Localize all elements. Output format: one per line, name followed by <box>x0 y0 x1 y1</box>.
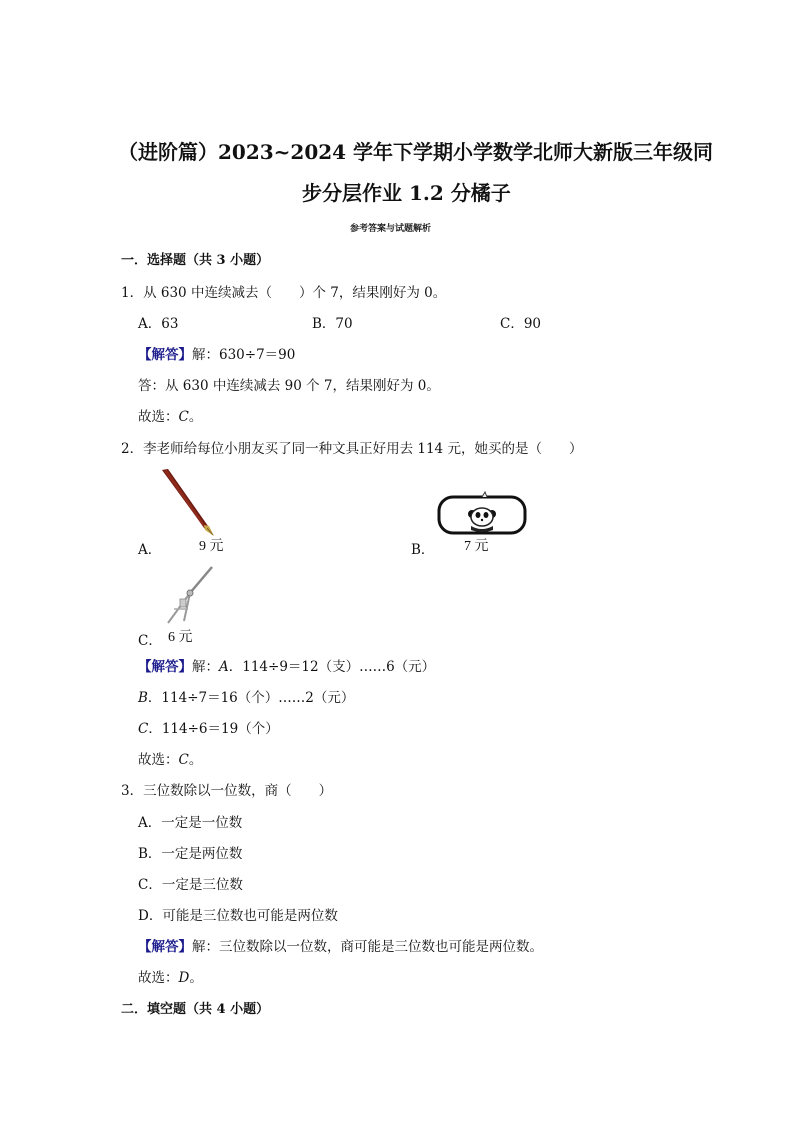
answer-text: 解：630÷7＝90 <box>192 347 296 363</box>
question-2-option-c-label: C． <box>138 633 162 649</box>
question-3-option-d: D．可能是三位数也可能是两位数 <box>138 908 338 924</box>
question-2-option-b-price: 7 元 <box>464 539 489 554</box>
doc-title-line2: 步分层作业 1.2 分橘子 <box>302 181 511 205</box>
answer-text: 解：三位数除以一位数，商可能是三位数也可能是两位数。 <box>192 939 543 955</box>
question-1-option-c: C．90 <box>500 316 542 332</box>
answer-tag: 【解答】 <box>138 939 192 955</box>
question-2-choice: 故选：C。 <box>138 752 203 768</box>
doc-subtitle: 参考答案与试题解析 <box>350 224 432 234</box>
question-2-option-a-price: 9 元 <box>199 539 224 554</box>
section-heading-2: 二．填空题（共 4 小题） <box>121 1002 270 1017</box>
question-3-option-c: C．一定是三位数 <box>138 877 243 893</box>
question-3-choice: 故选：D。 <box>138 970 203 986</box>
question-2-option-c-price: 6 元 <box>168 630 193 645</box>
answer-tag: 【解答】 <box>138 659 192 675</box>
choice-letter: D <box>178 970 190 986</box>
doc-title-line1: （进阶篇）2023~2024 学年下学期小学数学北师大新版三年级同 <box>118 140 714 164</box>
question-2-option-a-label: A． <box>138 542 162 558</box>
question-1-answer <box>138 343 295 363</box>
question-3-option-b: B．一定是两位数 <box>138 846 243 862</box>
question-1-answer-line2: 答：从 630 中连续减去 90 个 7，结果刚好为 0。 <box>138 378 440 394</box>
question-2-answer: 【解答】解：A．114÷9＝12（支）……6（元） <box>138 659 436 675</box>
question-1-stem: 1．从 630 中连续减去（ ）个 7，结果刚好为 0。 <box>121 285 447 301</box>
question-3-option-a: A．一定是一位数 <box>138 815 243 831</box>
choice-letter: C <box>178 409 189 425</box>
question-1-option-a: A．63 <box>138 316 179 332</box>
fountain-pen-icon <box>158 468 218 538</box>
question-2-answer-b: B．114÷7＝16（个）……2（元） <box>138 690 355 706</box>
question-2-answer-c: C．114÷6＝19（个） <box>138 721 279 737</box>
section-heading: 一．选择题（共 3 小题） <box>121 253 270 268</box>
question-3-answer <box>138 935 543 955</box>
question-1-choice: 故选：C。 <box>138 409 203 425</box>
question-1-option-b: B．70 <box>312 316 353 332</box>
question-2-option-b-label: B． <box>411 542 435 558</box>
answer-tag: 【解答】 <box>138 347 192 363</box>
question-2-stem: 2．李老师给每位小朋友买了同一种文具正好用去 114 元，她买的是（ ） <box>121 441 583 457</box>
question-3-stem: 3．三位数除以一位数，商（ ） <box>121 783 333 799</box>
pencil-case-icon <box>438 492 528 536</box>
choice-letter: C <box>178 752 189 768</box>
compass-icon <box>160 565 220 627</box>
